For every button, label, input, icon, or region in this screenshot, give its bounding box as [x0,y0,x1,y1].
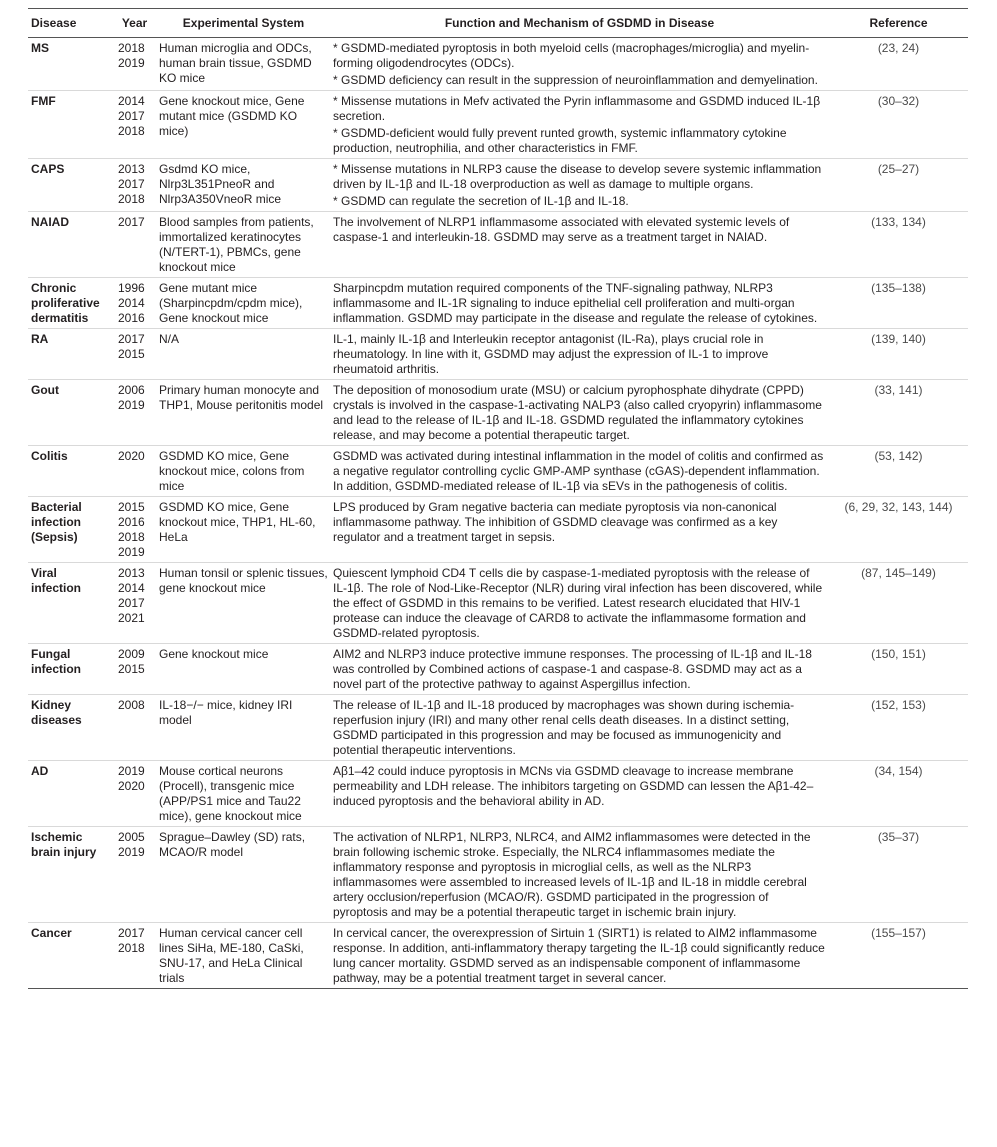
year-value: 2015 [118,347,145,361]
function-paragraph: In cervical cancer, the overexpression of Sirtuin 1 (SIRT1) is related to AIM2 inflammasome response. In addition, anti-inflammatory therapy targeting the IL-1β could significantly reduce lung cancer mortality. GSDMD served as an indispensable component of inflammasome pathway, may be a potential treatment target in several cancer. [333,926,825,985]
year-value: 2013 [118,566,145,580]
reference-cell: (135–138) [871,281,926,295]
table-row [28,212,968,278]
experimental-system-cell: IL-18−/− mice, kidney IRI model [159,698,293,727]
year-cell [112,38,156,91]
reference-cell: (30–32) [877,94,920,108]
function-cell [330,497,828,563]
table-row [28,278,968,329]
year-value: 2017 [118,596,145,610]
year-value: 2013 [118,162,145,176]
year-value: 2018 [118,530,145,544]
function-paragraph: AIM2 and NLRP3 induce protective immune responses. The processing of IL-1β and IL-18 was controlled by Combined actions of caspase-1 and caspase-8. GSDMD may act as a novel part of the protective pathway to against Aspergillus infection. [333,647,812,691]
year-value: 2015 [118,500,145,514]
function-paragraph: The involvement of NLRP1 inflammasome associated with elevated systemic levels of caspase-1 and interleukin-18. GSDMD may serve as a treatment target in NAIAD. [333,215,790,244]
disease-cell: AD [31,764,49,778]
year-value: 2005 [118,830,145,844]
function-paragraph: Sharpincpdm mutation required components of the TNF-signaling pathway, NLRP3 inflammasome and IL-1R signaling to induce epithelial cell proliferation and multi-organ inflammation. GSDMD may participate in the disease and regulate the release of cytokines. [333,281,818,325]
year-cell [112,563,156,644]
function-paragraph: LPS produced by Gram negative bacteria can mediate pyroptosis via non-canonical inflammasome pathway. The inhibition of GSDMD cleavage was confirmed as a key regulator and a treatment target in sepsis. [333,500,778,544]
disease-cell: Chronic proliferative dermatitis [31,281,100,325]
gsdmd-disease-table [28,8,968,989]
year-value: 2016 [118,515,145,529]
year-value: 2014 [118,296,145,310]
experimental-system-cell: GSDMD KO mice, Gene knockout mice, colons from mice [159,449,305,493]
table-row [28,695,968,761]
year-cell [112,329,156,380]
function-cell [330,159,828,212]
year-value: 2018 [118,941,145,955]
disease-cell: MS [31,41,49,55]
experimental-system-cell: Gsdmd KO mice, Nlrp3L351PneoR and Nlrp3A350VneoR mice [159,162,282,206]
function-paragraph: * Missense mutations in NLRP3 cause the disease to develop severe systemic inflammation driven by IL-1β and IL-18 overproduction as well as damage to multiple organs. [333,162,822,191]
year-value: 2017 [118,215,145,229]
function-cell [330,91,828,159]
reference-cell: (6, 29, 32, 143, 144) [844,500,953,514]
year-value: 2016 [118,311,145,325]
table-row [28,761,968,827]
year-value: 2021 [118,611,145,625]
year-value: 2015 [118,662,145,676]
reference-cell: (133, 134) [871,215,926,229]
header-year: Year [112,9,156,38]
function-cell [330,38,828,91]
table-row [28,446,968,497]
disease-cell: FMF [31,94,56,108]
function-cell [330,761,828,827]
year-cell [112,497,156,563]
reference-cell: (155–157) [871,926,926,940]
experimental-system-cell: Blood samples from patients, immortalized keratinocytes (N/TERT-1), PBMCs, gene knockout mice [159,215,314,274]
year-value: 1996 [118,281,145,295]
reference-cell: (150, 151) [871,647,926,661]
table-header [28,9,968,38]
experimental-system-cell: Gene knockout mice, Gene mutant mice (GSDMD KO mice) [159,94,305,138]
table-row [28,923,968,989]
disease-cell: Kidney diseases [31,698,82,727]
experimental-system-cell: Human microglia and ODCs, human brain tissue, GSDMD KO mice [159,41,312,85]
table-row [28,91,968,159]
function-paragraph: GSDMD was activated during intestinal inflammation in the model of colitis and confirmed as a negative regulator controlling cyclic GMP-AMP synthase (cGAS)-dependent inflammation. In addition, GSDMD-mediated release of IL-1β via sEVs in the pathogenesis of colitis. [333,449,824,493]
disease-cell: Ischemic brain injury [31,830,97,859]
table-body [28,38,968,989]
year-value: 2019 [118,398,145,412]
year-cell [112,695,156,761]
header-experimental-system: Experimental System [156,9,330,38]
function-paragraph: Aβ1–42 could induce pyroptosis in MCNs via GSDMD cleavage to increase membrane permeability and LDH release. The inhibitors targeting on GSDMD can lessen the Aβ1-42–induced pyroptosis and the behavioral ability in AD. [333,764,814,808]
year-value: 2019 [118,56,145,70]
disease-cell: Colitis [31,449,68,463]
year-cell [112,761,156,827]
reference-cell: (35–37) [877,830,920,844]
experimental-system-cell: Human tonsil or splenic tissues, gene knockout mice [159,566,328,595]
table-row [28,497,968,563]
year-cell [112,923,156,989]
function-cell [330,923,828,989]
year-cell [112,91,156,159]
function-paragraph: * Missense mutations in Mefv activated the Pyrin inflammasome and GSDMD induced IL-1β secretion. [333,94,821,123]
disease-cell: NAIAD [31,215,69,229]
year-value: 2014 [118,94,145,108]
table-row [28,38,968,91]
year-value: 2019 [118,764,145,778]
year-cell [112,380,156,446]
table-row [28,827,968,923]
function-paragraph: IL-1, mainly IL-1β and Interleukin receptor antagonist (IL-Ra), plays crucial role in rheumatology. In line with it, GSDMD may adjust the expression of IL-1 to improve rheumatoid arthritis. [333,332,769,376]
disease-cell: Fungal infection [31,647,81,676]
table-row [28,644,968,695]
function-paragraph: * GSDMD deficiency can result in the suppression of neuroinflammation and demyelination. [333,73,818,87]
header-disease: Disease [28,9,112,38]
experimental-system-cell: Mouse cortical neurons (Procell), transgenic mice (APP/PS1 mice and Tau22 mice), gene knockout mice [159,764,302,823]
year-cell [112,159,156,212]
year-value: 2014 [118,581,145,595]
year-value: 2018 [118,124,145,138]
year-value: 2019 [118,845,145,859]
disease-cell: CAPS [31,162,65,176]
year-cell [112,644,156,695]
experimental-system-cell: Gene mutant mice (Sharpincpdm/cpdm mice), Gene knockout mice [159,281,303,325]
year-value: 2008 [118,698,145,712]
year-value: 2020 [118,779,145,793]
year-value: 2017 [118,109,145,123]
reference-cell: (34, 154) [874,764,923,778]
disease-cell: Cancer [31,926,72,940]
function-paragraph: * GSDMD can regulate the secretion of IL-1β and IL-18. [333,194,629,208]
year-value: 2009 [118,647,145,661]
reference-cell: (23, 24) [877,41,920,55]
year-value: 2017 [118,926,145,940]
table-row [28,329,968,380]
function-cell [330,827,828,923]
year-value: 2017 [118,332,145,346]
disease-cell: RA [31,332,49,346]
year-cell [112,446,156,497]
header-reference: Reference [828,9,968,38]
function-cell [330,446,828,497]
disease-cell: Bacterial infection (Sepsis) [31,500,82,544]
function-paragraph: The release of IL-1β and IL-18 produced by macrophages was shown during ischemia-reperfusion injury (IRI) and many other renal cells death diseases. In a distinct setting, GSDMD participated in this progression and may be focused as immunogenicity and potential therapeutic interventions. [333,698,795,757]
function-paragraph: The activation of NLRP1, NLRP3, NLRC4, and AIM2 inflammasomes were detected in the brain following ischemic stroke. Especially, the NLRC4 inflammasomes mediate the inflammatory response and pyroptosis in microglial cells, as well as the NLRP3 inflammasomes were assembled to increased levels of IL-1β and IL-18 in middle cerebral artery occlusion/reperfusion (MCAO/R). GSDMD participated in the progression of pyroptosis and may be a potential therapeutic target in ischemic brain injury. [333,830,811,919]
function-cell [330,695,828,761]
function-cell [330,644,828,695]
function-paragraph: * GSDMD-mediated pyroptosis in both myeloid cells (macrophages/microglia) and myelin-forming oligodendrocytes (ODCs). [333,41,810,70]
reference-cell: (139, 140) [871,332,926,346]
year-cell [112,827,156,923]
disease-cell: Gout [31,383,59,397]
experimental-system-cell: N/A [159,332,180,346]
year-value: 2020 [118,449,145,463]
function-cell [330,380,828,446]
year-value: 2018 [118,41,145,55]
disease-cell: Viral infection [31,566,81,595]
reference-cell: (33, 141) [874,383,923,397]
function-cell [330,329,828,380]
experimental-system-cell: Human cervical cancer cell lines SiHa, ME-180, CaSki, SNU-17, and HeLa Clinical trials [159,926,304,985]
experimental-system-cell: Gene knockout mice [159,647,269,661]
experimental-system-cell: GSDMD KO mice, Gene knockout mice, THP1, HL-60, HeLa [159,500,316,544]
function-cell [330,278,828,329]
table-row [28,380,968,446]
reference-cell: (53, 142) [874,449,923,463]
year-value: 2006 [118,383,145,397]
year-value: 2017 [118,177,145,191]
function-paragraph: Quiescent lymphoid CD4 T cells die by caspase-1-mediated pyroptosis with the release of IL-1β. The role of Nod-Like-Receptor (NLR) during viral infection has been discovered, while the effect of GSDMD in this remains to be verified. Latest research elucidated that HIV-1 protease can induce the cleavage of CARD8 to activate the inflammasome formation and GSDMD-related pyroptosis. [333,566,823,640]
table-row [28,563,968,644]
year-cell [112,212,156,278]
reference-cell: (152, 153) [871,698,926,712]
table-row [28,159,968,212]
header-function: Function and Mechanism of GSDMD in Disease [330,9,828,38]
function-paragraph: The deposition of monosodium urate (MSU) or calcium pyrophosphate dihydrate (CPPD) crystals is involved in the caspase-1-activating NALP3 (also called cryopyrin) inflammasome and lead to the release of IL-1β and IL-18. GSDMD regulated the inflammatory cytokines release, and may become a potential therapeutic target. [333,383,822,442]
reference-cell: (25–27) [877,162,920,176]
function-cell [330,212,828,278]
year-value: 2019 [118,545,145,559]
experimental-system-cell: Primary human monocyte and THP1, Mouse peritonitis model [159,383,324,412]
experimental-system-cell: Sprague–Dawley (SD) rats, MCAO/R model [159,830,306,859]
reference-cell: (87, 145–149) [861,566,936,580]
year-value: 2018 [118,192,145,206]
header-row [28,9,968,38]
function-cell [330,563,828,644]
function-paragraph: * GSDMD-deficient would fully prevent runted growth, systemic inflammatory cytokine production, neutrophilia, and other characteristics in FMF. [333,126,787,155]
year-cell [112,278,156,329]
